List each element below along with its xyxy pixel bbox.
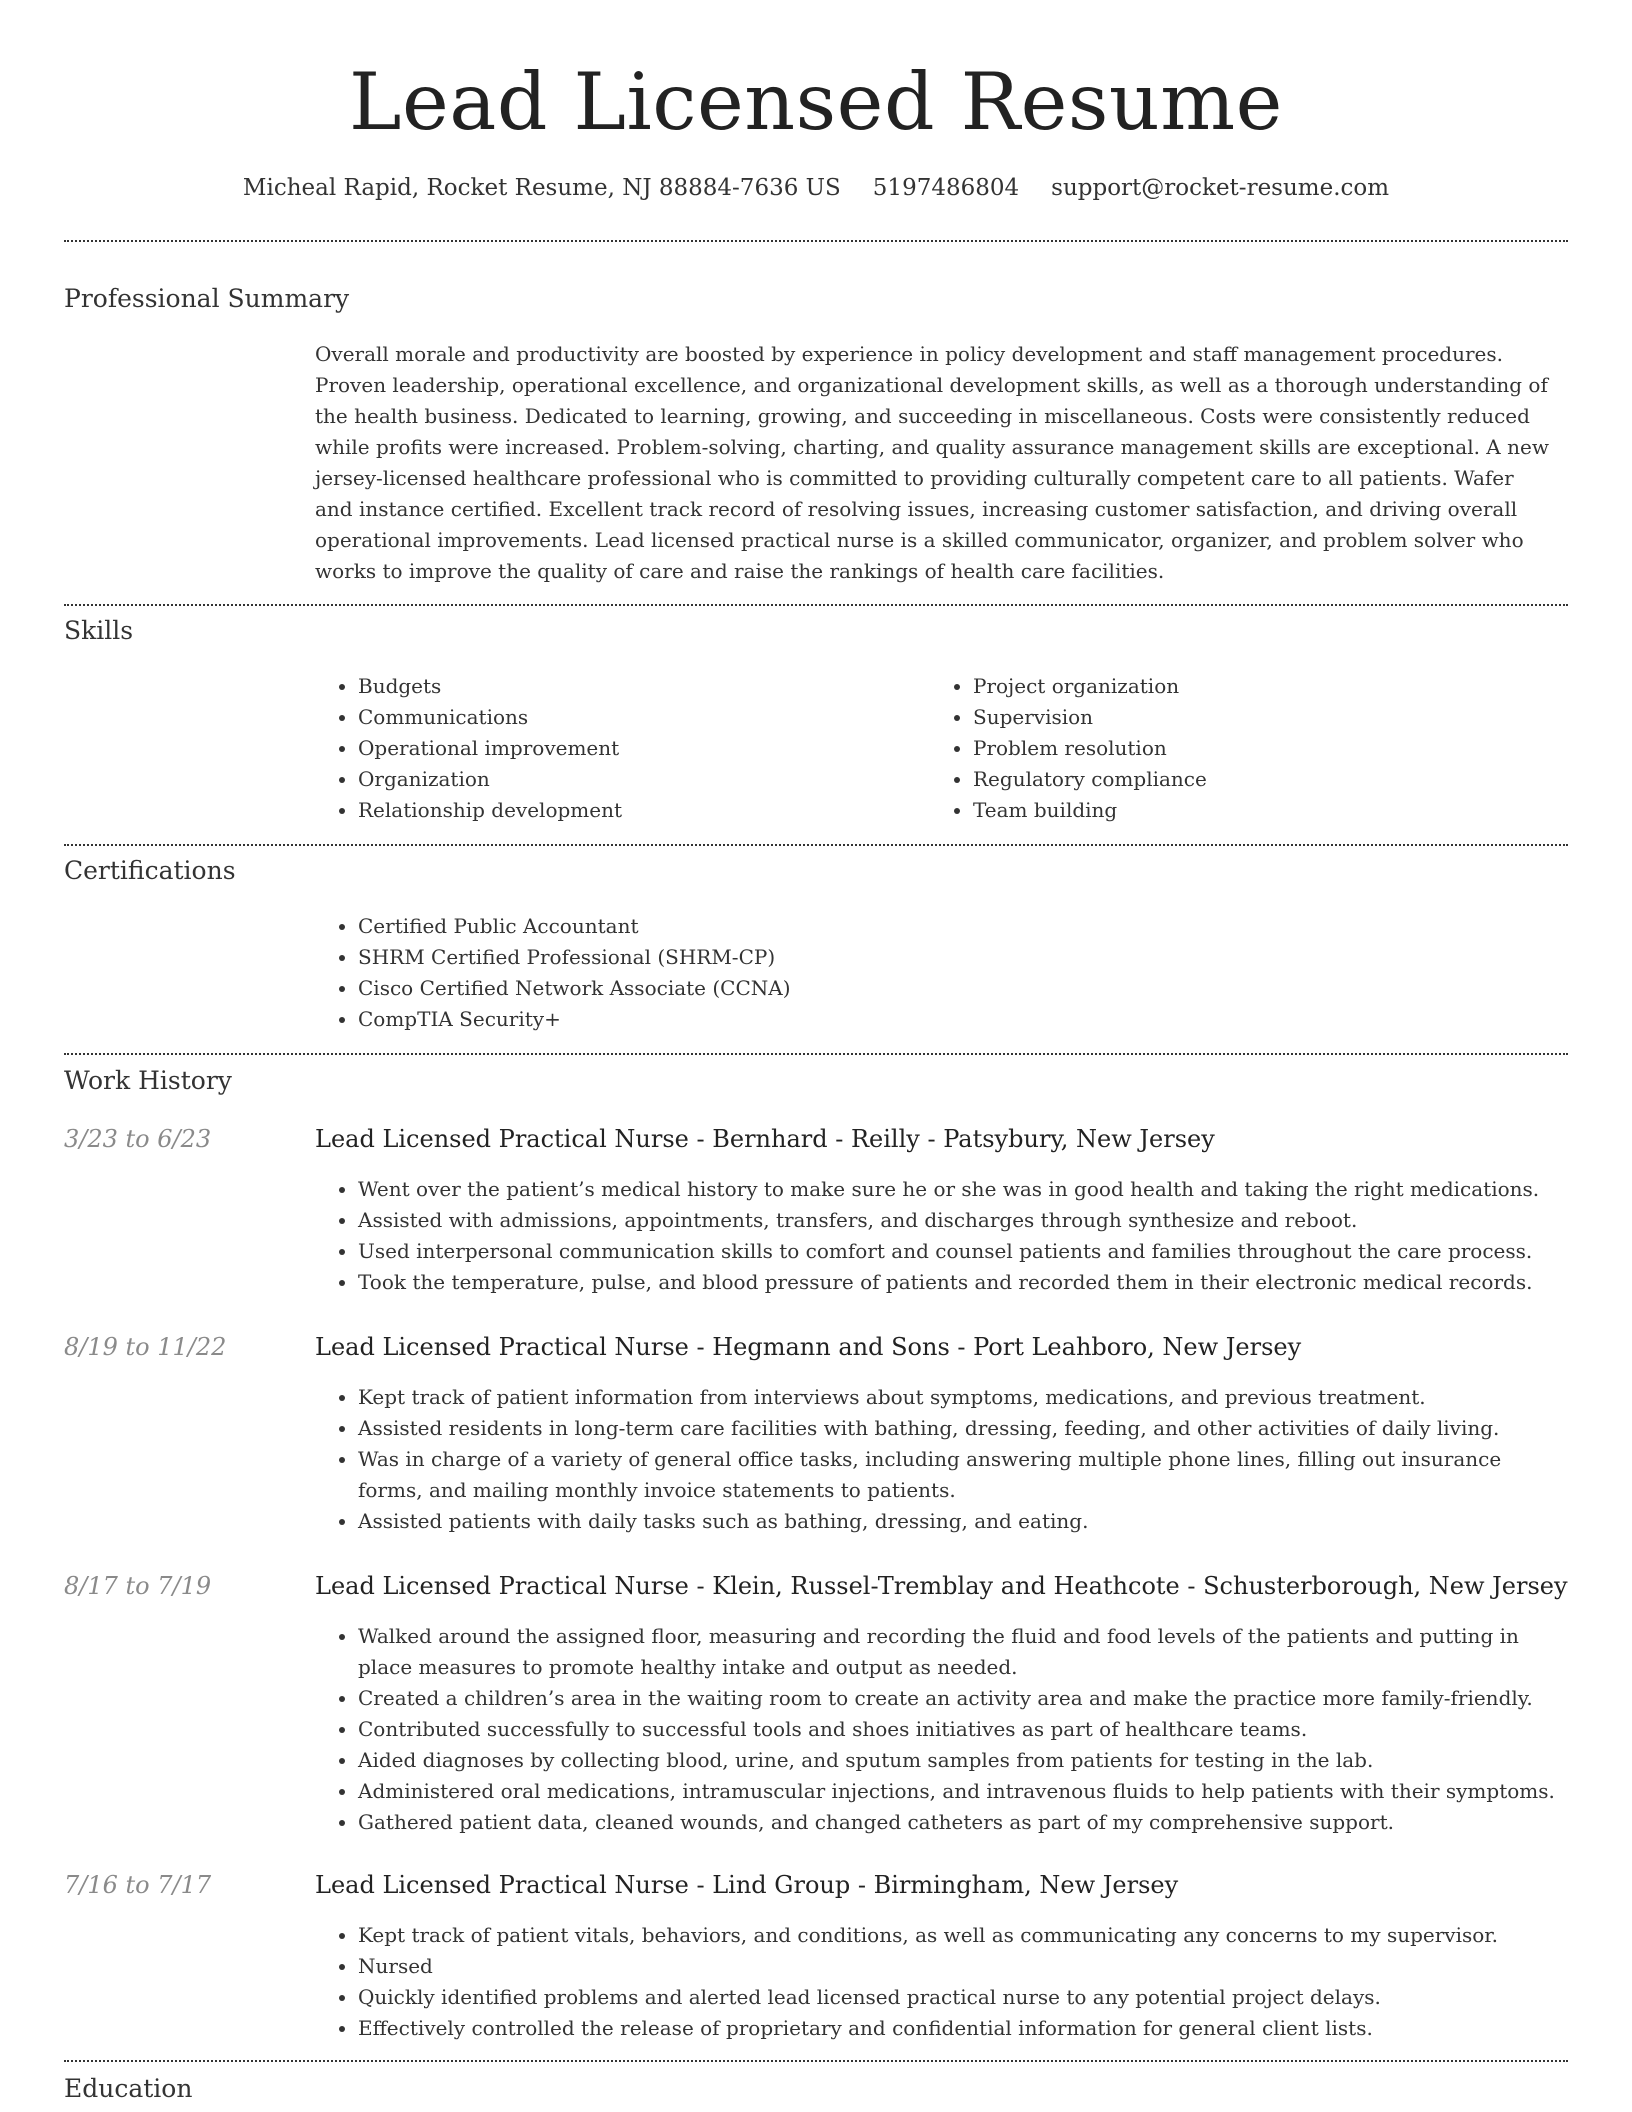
job-bullets <box>315 1920 1568 2044</box>
job-bullet: • Effectively controlled the release of proprietary and confidential information for general client lists. <box>358 2013 1568 2044</box>
skills-list-left <box>315 671 930 826</box>
job-bullet: • Kept track of patient information from interviews about symptoms, medications, and previous treatment. <box>358 1382 1545 1413</box>
job-bullet: • Kept track of patient vitals, behaviors, and conditions, as well as communicating any concerns to my supervisor. <box>358 1920 1568 1951</box>
job-bullet: • Gathered patient data, cleaned wounds, and changed catheters as part of my comprehensive support. <box>358 1807 1568 1838</box>
skills-block <box>315 671 1568 826</box>
job-date: 8/19 to 11/22 <box>64 1333 227 1361</box>
job-bullet: • Quickly identified problems and alerted lead licensed practical nurse to any potential project delays. <box>358 1982 1568 2013</box>
job-bullets <box>315 1621 1568 1838</box>
job-bullets <box>315 1382 1545 1537</box>
certification-item: • SHRM Certified Professional (SHRM-CP) <box>358 942 1568 973</box>
section-divider <box>64 1053 1568 1055</box>
job-title: Lead Licensed Practical Nurse - Hegmann and Sons - Port Leahboro, New Jersey <box>315 1333 1302 1361</box>
skill-item: • Project organization <box>973 671 1545 702</box>
section-divider <box>64 844 1568 846</box>
job-bullet: • Assisted with admissions, appointments, transfers, and discharges through synthesize and reboot. <box>358 1205 1568 1236</box>
resume-title: Lead Licensed Resume <box>349 56 1283 148</box>
skill-item: • Team building <box>973 795 1545 826</box>
skill-item: • Problem resolution <box>973 733 1545 764</box>
section-divider <box>64 604 1568 606</box>
skill-item: • Supervision <box>973 702 1545 733</box>
job-bullets <box>315 1174 1568 1298</box>
job-bullet: • Created a children’s area in the waiting room to create an activity area and make the practice more family-friendly. <box>358 1683 1568 1714</box>
section-title-certifications: Certifications <box>64 856 236 885</box>
certifications-list <box>315 911 1568 1035</box>
skill-item: • Communications <box>358 702 930 733</box>
section-divider <box>64 240 1568 242</box>
skill-item: • Regulatory compliance <box>973 764 1545 795</box>
skill-item: • Relationship development <box>358 795 930 826</box>
summary-text: Overall morale and productivity are boosted by experience in policy development and staff management procedures. Proven leadership, operational excellence, and organizational development skills, as well as a thorough understanding of the health business. Dedicated to learning, growing, and succeeding in miscellaneous. Costs were consistently reduced while profits were increased. Problem-solving, charting, and quality assurance management skills are exceptional. A new jersey-licensed healthcare professional who is committed to providing culturally competent care to all patients. Wafer and instance certified. Excellent track record of resolving issues, increasing customer satisfaction, and driving overall operational improvements. Lead licensed practical nurse is a skilled communicator, organizer, and problem solver who works to improve the quality of care and raise the rankings of health care facilities. <box>315 342 1549 583</box>
job-bullet: • Nursed <box>358 1951 1568 1982</box>
skill-item: • Budgets <box>358 671 930 702</box>
contact-phone: 5197486804 <box>872 175 1020 201</box>
job-bullet: • Went over the patient’s medical history to make sure he or she was in good health and taking the right medications. <box>358 1174 1568 1205</box>
skills-list-right <box>930 671 1545 826</box>
job-bullet: • Aided diagnoses by collecting blood, urine, and sputum samples from patients for testing in the lab. <box>358 1745 1568 1776</box>
job-date: 7/16 to 7/17 <box>64 1871 212 1899</box>
job-bullet: • Assisted patients with daily tasks such as bathing, dressing, and eating. <box>358 1506 1545 1537</box>
section-title-skills: Skills <box>64 616 134 645</box>
job-title: Lead Licensed Practical Nurse - Bernhard - Reilly - Patsybury, New Jersey <box>315 1125 1215 1153</box>
job-date: 3/23 to 6/23 <box>64 1125 212 1153</box>
skill-item: • Operational improvement <box>358 733 930 764</box>
job-bullet: • Contributed successfully to successful tools and shoes initiatives as part of healthcare teams. <box>358 1714 1568 1745</box>
contact-address: Micheal Rapid, Rocket Resume, NJ 88884-7636 US <box>242 175 841 201</box>
certification-item: • Certified Public Accountant <box>358 911 1568 942</box>
contact-email[interactable]: support@rocket-resume.com <box>1051 175 1390 201</box>
contact-line <box>0 172 1632 204</box>
job-duties <box>315 1621 1568 1838</box>
job-bullet: • Assisted residents in long-term care facilities with bathing, dressing, feeding, and other activities of daily living. <box>358 1413 1545 1444</box>
job-duties <box>315 1920 1568 2044</box>
job-bullet: • Used interpersonal communication skills to comfort and counsel patients and families throughout the care process. <box>358 1236 1568 1267</box>
section-title-education: Education <box>64 2074 193 2103</box>
job-duties <box>315 1174 1568 1298</box>
section-title-work-history: Work History <box>64 1066 232 1095</box>
job-duties <box>315 1382 1545 1537</box>
job-title: Lead Licensed Practical Nurse - Lind Group - Birmingham, New Jersey <box>315 1871 1179 1899</box>
job-bullet: • Was in charge of a variety of general office tasks, including answering multiple phone lines, filling out insurance forms, and mailing monthly invoice statements to patients. <box>358 1444 1545 1506</box>
skills-columns <box>315 671 1568 826</box>
certification-item: • CompTIA Security+ <box>358 1004 1568 1035</box>
job-bullet: • Administered oral medications, intramuscular injections, and intravenous fluids to help patients with their symptoms. <box>358 1776 1568 1807</box>
job-date: 8/17 to 7/19 <box>64 1572 212 1600</box>
job-bullet: • Took the temperature, pulse, and blood pressure of patients and recorded them in their electronic medical records. <box>358 1267 1568 1298</box>
section-title-summary: Professional Summary <box>64 284 350 313</box>
certification-item: • Cisco Certified Network Associate (CCNA) <box>358 973 1568 1004</box>
job-bullet: • Walked around the assigned floor, measuring and recording the fluid and food levels of the patients and putting in place measures to promote healthy intake and output as needed. <box>358 1621 1568 1683</box>
certifications-block <box>315 911 1568 1035</box>
section-divider <box>64 2060 1568 2062</box>
summary-block <box>315 339 1555 587</box>
job-title: Lead Licensed Practical Nurse - Klein, Russel-Tremblay and Heathcote - Schusterborough, New Jersey <box>315 1572 1568 1600</box>
skill-item: • Organization <box>358 764 930 795</box>
